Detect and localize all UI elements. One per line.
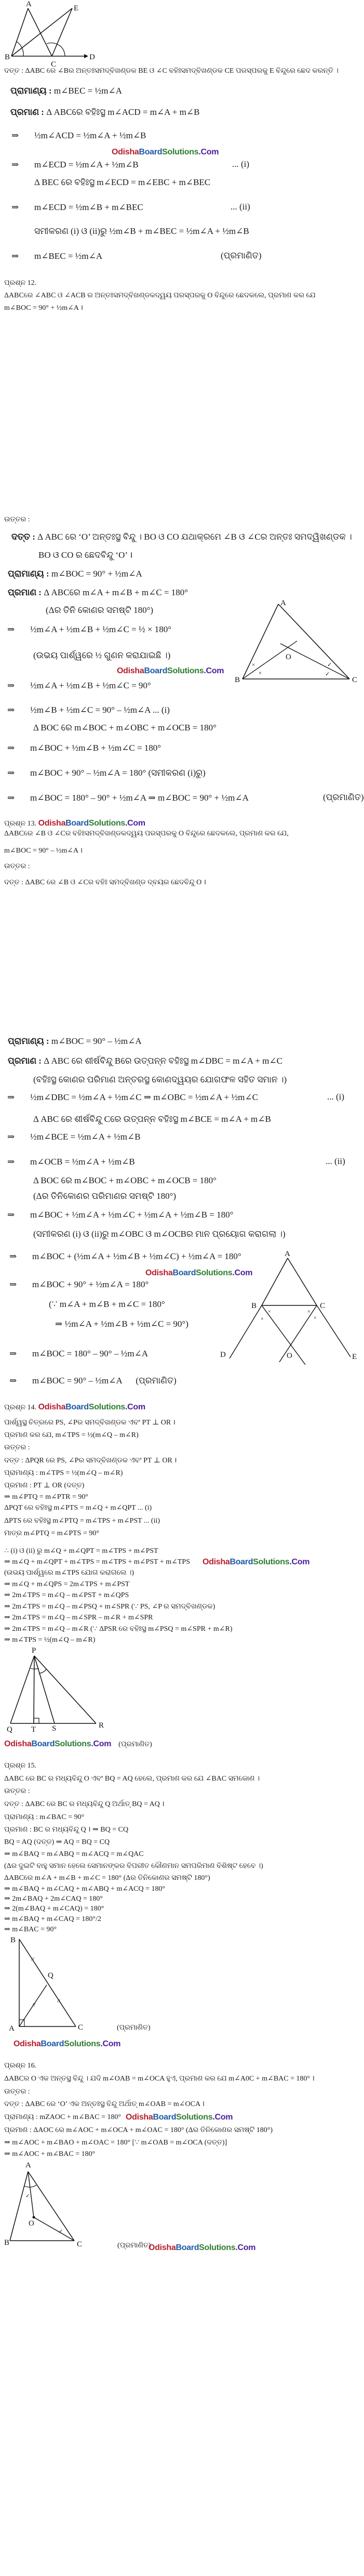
q11-to-prove: ପ୍ରାମାଣ୍ୟ : m∠BEC = ½m∠A: [10, 86, 122, 96]
q16-proved: (ପ୍ରମାଣିତ): [117, 2242, 151, 2250]
q14-number: ପ୍ରଶ୍ନ 14. OdishaBoardSolutions.Com: [4, 1403, 145, 1411]
svg-text:A: A: [280, 599, 286, 607]
q13-step-12: ⇒ ½m∠A + ½m∠B + ½m∠C = 90°): [55, 1319, 188, 1329]
q16-line: ଦତ୍ତ : ΔABC ରେ ‘O’ ଏକ ଅନ୍ତଃସ୍ଥ ବିନ୍ଦୁ ଅର୍ଥାତ୍ m∠OAB = m∠OCA ।: [4, 2100, 205, 2108]
q13-proof-head: ପ୍ରମାଣ : Δ ABC ରେ ଶୀର୍ଷବିନ୍ଦୁ Bରେ ଉତ୍ପନ୍ନ ବହିଃସ୍ଥ m∠DBC = m∠A + m∠C: [8, 1056, 282, 1066]
svg-text:C: C: [77, 2240, 83, 2248]
q14-line: ମାତ୍ର m∠PTQ = m∠PTS = 90°: [4, 1529, 99, 1537]
svg-text:×: ×: [252, 662, 255, 668]
svg-text:D: D: [89, 53, 95, 61]
q11-step-2: ⇒ m∠ECD = ½m∠A + ½m∠B: [11, 160, 139, 169]
q12-to-prove: ପ୍ରାମାଣ୍ୟ : m∠BOC = 90° + ½m∠A: [8, 569, 142, 579]
q12-step-2: (ଉଭୟ ପାର୍ଶ୍ୱରେ ½ ଗୁଣନ କରାଯାଇଛି ।): [33, 650, 171, 660]
svg-text:O: O: [286, 653, 291, 661]
q12-proof-head: ପ୍ରମାଣ : Δ ABCରେ m∠A + m∠B + m∠C = 180°: [8, 587, 188, 597]
svg-text:A: A: [26, 0, 32, 8]
svg-text:✓: ✓: [59, 2229, 63, 2234]
q14-line: ଉତ୍ତର :: [4, 1444, 30, 1452]
q15-line: ⇒ m∠BAQ + m∠CAQ + m∠ABQ + m∠ACQ = 180°: [4, 1885, 166, 1893]
svg-text:Q: Q: [48, 1971, 53, 1980]
svg-text:S: S: [52, 1724, 57, 1733]
svg-text:P: P: [32, 1646, 36, 1655]
q13-step-9: ⇒ m∠BOC + (½m∠A + ½m∠B + ½m∠C) + ½m∠A = 180°: [9, 1251, 241, 1261]
q15-line: ଉତ୍ତର :: [4, 1787, 30, 1795]
q14-line: (ଉଭୟ ପାର୍ଶ୍ୱରେ m∠TPS ଯୋଗ କରାଗଲେ ।): [4, 1569, 134, 1577]
q12-question: ΔABCରେ ∠ABC ଓ ∠ACB ର ଅନ୍ତଃସମଦ୍ବିଖଣ୍ଡକଦ୍ୱୟ ପରସ୍ପରକୁ O ବିନ୍ଦୁରେ ଛେଦକଲେ, ପ୍ରମାଣ କର ଯେ: [4, 292, 316, 299]
q12-given-2: BO ଓ CO ର ଛେଦବିନ୍ଦୁ ‘O’ ।: [38, 550, 133, 560]
q15-line: ΔABCରେ m∠A + m∠B + m∠C = 180° (Δର ତିନିକୋଣର ସମଷ୍ଟି 180°): [4, 1874, 210, 1882]
svg-text://: //: [57, 1998, 61, 2004]
svg-text:C: C: [51, 60, 57, 69]
q13-step-14: ⇒ m∠BOC = 90° – ½m∠A (ପ୍ରମାଣିତ): [9, 1376, 177, 1385]
q14-line: ଦତ୍ତ : ΔPQR ରେ PS, ∠Pର ସମଦ୍ବିଖଣ୍ଡକ ଏବଂ PT ⊥ OR ।: [4, 1457, 177, 1464]
q13-step-10: ⇒ m∠BOC + 90° + ½m∠A = 180°: [9, 1279, 149, 1289]
eq-ref-ii: ... (ii): [326, 1156, 345, 1166]
q15-proved: (ପ୍ରମାଣିତ): [117, 2024, 151, 2032]
svg-text:E: E: [352, 1353, 357, 1361]
svg-text:A: A: [9, 2024, 15, 2033]
watermark: OdishaBoardSolutions.Com: [117, 666, 224, 675]
svg-text:C: C: [78, 2023, 84, 2032]
q12-step-7: ⇒ m∠BOC + 90° – ½m∠A = 180° (ସମୀକରଣ (i)ରୁ): [7, 768, 206, 778]
svg-text:B: B: [235, 676, 240, 684]
proved-label: (ପ୍ରମାଣିତ): [323, 792, 364, 802]
q15-line: ⇒ m∠BAQ + m∠CAQ = 180°/2: [4, 1915, 101, 1923]
q14-line: ΔPQT ରେ ବହିଃସ୍ଥ m∠PTS = m∠Q + m∠QPT ... (i): [4, 1504, 152, 1512]
q13-step-8: (ସମୀକରଣ (i) ଓ (ii)ରୁ m∠OBC ଓ m∠OCBର ମାନ ପ୍ରୟୋଗ କରାଗଲା ।): [33, 1229, 286, 1239]
q12-note-1: (Δର ତିନି କୋଣର ସମଷ୍ଟି 180°): [46, 605, 154, 615]
svg-text:×: ×: [307, 1309, 311, 1315]
q14-line: ∴ (i) ଓ (ii) ରୁ m∠Q + m∠QPT = m∠TPS + m∠PST: [4, 1547, 158, 1555]
q14-line: ⇒ m∠PTQ = m∠PTR = 90°: [4, 1493, 88, 1501]
q14-line: ⇒ m∠Q + m∠QPS = 2m∠TPS + m∠PST: [4, 1580, 130, 1588]
svg-text:B: B: [5, 53, 10, 61]
q13-step-5: Δ BOC ରେ m∠BOC + m∠OBC + m∠OCB = 180°: [33, 1175, 217, 1185]
q13-question: ΔABCରେ ∠B ଓ ∠Cର ବହିଃସମଦ୍ବିଖଣ୍ଡକଦ୍ୱୟ ପରସ୍ପରକୁ O ବିନ୍ଦୁରେ ଛେଦକଲେ, ପ୍ରମାଣ କର ଯେ,: [4, 830, 289, 838]
q13-question-2: m∠BOC = 90° – ½m∠A ।: [4, 847, 83, 855]
q15-line: ΔABC ରେ BC ର ମଧ୍ୟବିନ୍ଦୁ O ଏବଂ BQ = AQ ହେଲେ, ପ୍ରମାଣ କର ଯେ ∠BAC ସମକୋଣ ।: [4, 1775, 260, 1783]
q11-step-4: ⇒ m∠ECD = ½m∠B + m∠BEC: [11, 202, 143, 212]
q12-step-5: Δ BOC ରେ m∠BOC + m∠OBC + m∠OCB = 180°: [33, 723, 217, 733]
q14-line: ⇒ 2m∠TPS = m∠Q – m∠SPR – m∠R + m∠SPR: [4, 1614, 153, 1622]
q13-note-1: (ବହିଃସ୍ଥ କୋଣର ପରିମାଣ ଅନ୍ତରସ୍ଥ କୋଣଦ୍ୱୟର ଯୋଗଫଳ ସହିତ ସମାନ ।): [33, 1075, 287, 1084]
q16-line: ପ୍ରାମାଣ୍ୟ : mZAOC + m∠BAC = 180°: [4, 2113, 122, 2121]
q14-line: ପ୍ରାମାଣ୍ୟ : m∠TPS = ½(m∠Q – m∠R): [4, 1469, 123, 1477]
q15-line: ଦତ୍ତ : ΔABC ରେ BC ର ମଧ୍ୟବିନ୍ଦୁ Q ଅର୍ଥାତ୍ BQ = AQ ।: [4, 1800, 165, 1808]
q12-diagram: [228, 593, 363, 686]
q13-diagram: [218, 1248, 363, 1367]
q11-step-1: ⇒ ½m∠ACD = ½m∠A + ½m∠B: [11, 130, 146, 140]
q12-question-2: m∠BOC = 90° + ½m∠A ।: [4, 304, 84, 312]
q16-line: ପ୍ରମାଣ : ΔAOC ରେ m∠AOC + m∠OCA + m∠OAC = 180° (Δର ତିନିକୋଣର ସମଷ୍ଟି 180°): [4, 2126, 273, 2134]
watermark: OdishaBoardSolutions.Com: [145, 1269, 253, 1277]
svg-text:B: B: [10, 1936, 16, 1944]
q14-line: ପ୍ରମାଣ : PT ⊥ OR (ଦତ୍ତ): [4, 1482, 85, 1489]
svg-text:Q: Q: [7, 1725, 12, 1734]
q13-step-2: Δ ABC ରେ ଶୀର୍ଷବିନ୍ଦୁ Cରେ ଉତ୍ପନ୍ନ ବହିଃସ୍ଥ m∠BCE = m∠A + m∠B: [33, 1114, 271, 1124]
q15-line: ⇒ 2m∠BAQ + 2m∠CAQ = 180°: [4, 1895, 103, 1903]
q13-step-13: ⇒ m∠BOC = 180° – 90° – ½m∠A: [9, 1349, 149, 1358]
q15-line: (Δର ଦୁଇଟି ବାହୁ ସମାନ ହେଲେ ସେମାନଙ୍କର ବିପରୀତ କୌଣମାନ ସମପରିମାଣ ବିଶିଷ୍ଟ ହେବେ ।): [4, 1862, 263, 1870]
q15-line: BQ = AQ (ଦତ୍ତ) ⇒ AQ = BQ = CQ: [4, 1838, 110, 1846]
q11-given: ଦତ୍ତ : ΔABC ରେ ∠Bର ଅନ୍ତଃସମଦ୍ବିଖଣ୍ଡକ BE ଓ ∠C ବହିଃସମଦ୍ବିଖଣ୍ଡକ CE ପରସ୍ପରକୁ E ବିନ୍ଦୁରେ ଛେଦ କରନ୍ତି ।: [4, 67, 339, 75]
svg-text:C: C: [320, 1302, 326, 1310]
q14-line: ⇒ 2m∠TPS = m∠Q – m∠R (∵ ΔPSR ରେ ବହିଃସ୍ଥ m∠PSQ = m∠SPR + m∠R): [4, 1625, 233, 1633]
q15-line: ⇒ m∠BAC = 90°: [4, 1926, 57, 1933]
q16-line: ⇒ m∠AOC + m∠BAO + m∠OAC = 180° [∵ m∠OAB = m∠OCA (ଦତ୍ତ)]: [4, 2139, 227, 2147]
q15-number: ପ୍ରଶ୍ନ 15.: [4, 1762, 37, 1770]
q11-step-3: Δ BEC ରେ ବହିଃସ୍ଥ m∠ECD = m∠EBC + m∠BEC: [34, 177, 211, 187]
svg-text:R: R: [99, 1721, 104, 1730]
q15-line: ପ୍ରମାଣ : BC ର ମଧ୍ୟବିନ୍ଦୁ Q । ⇒ BQ = CQ: [4, 1826, 129, 1834]
eq-ref-ii: ... (ii): [231, 202, 250, 212]
svg-text://: //: [31, 1956, 35, 1963]
q12-answer: ଉତ୍ତର :: [4, 516, 30, 524]
q16-line: ଉତ୍ତର :: [4, 2088, 30, 2096]
svg-text://: //: [32, 2002, 36, 2008]
q14-line: ⇒ 2m∠TPS = m∠Q – m∠PSQ + m∠SPR (∵ PS, ∠P ର ସମଦ୍ବିଖଣ୍ଡକ): [4, 1603, 215, 1611]
svg-text:✓: ✓: [325, 671, 330, 677]
svg-text:C: C: [352, 676, 358, 684]
svg-text:×: ×: [261, 1316, 264, 1322]
q12-step-4: ⇒ ½m∠B + ½m∠C = 90° – ½m∠A ... (i): [7, 705, 170, 715]
q12-step-1: ⇒ ½m∠A + ½m∠B + ½m∠C = ½ × 180°: [7, 624, 172, 634]
watermark: OdishaBoardSolutions.Com: [112, 148, 219, 156]
svg-text:B: B: [4, 2239, 10, 2247]
q14-line: ପ୍ରମାଣ କର ଯେ, m∠TPS = ½(m∠Q – m∠R): [4, 1431, 139, 1439]
svg-text:O: O: [287, 1352, 292, 1360]
q15-line: ⇒ m∠BAQ = m∠ABQ = m∠ACQ = m∠QAC: [4, 1850, 144, 1858]
q13-step-1: ⇒ ½m∠DBC = ½m∠A + ½m∠C ⇒ m∠OBC = ½m∠A + ½m∠C: [7, 1092, 258, 1102]
watermark: OdishaBoardSolutions.Com: [14, 2039, 121, 2048]
q13-given: ଦତ୍ତ : ΔABC ରେ ∠B ଓ ∠Cର ବହିଃ ସମଦ୍ବିଖଣ୍ଡ ଦ୍ବୟର ଛେଦବିନ୍ଦୁ O ।: [4, 879, 207, 886]
q14-line: ⇒ m∠TPS = ½(m∠Q – m∠R): [4, 1636, 96, 1644]
svg-text:D: D: [220, 1351, 226, 1359]
svg-text:O: O: [29, 2219, 34, 2228]
q11-step-5: ସମୀକରଣ (i) ଓ (ii)ରୁ ½m∠B + m∠BEC = ½m∠A + ½m∠B: [34, 226, 249, 236]
svg-text:×: ×: [268, 1309, 271, 1315]
q12-step-8: ⇒ m∠BOC = 180° – 90° + ½m∠A ⇒ m∠BOC = 90° + ½m∠A: [7, 793, 249, 803]
svg-text:✓: ✓: [327, 662, 332, 668]
q16-line: ⇒ m∠AOC + m∠BAC = 180°: [4, 2150, 96, 2158]
svg-text:×: ×: [259, 670, 262, 676]
q15-line: ⇒ 2(m∠BAQ + m∠CAQ) = 180°: [4, 1905, 104, 1913]
q14-line: ⇒ 2m∠TPS = m∠Q – m∠PST + m∠QPS: [4, 1591, 129, 1599]
svg-text:A: A: [25, 2161, 31, 2169]
q13-number: ପ୍ରଶ୍ନ 13. OdishaBoardSolutions.Com: [4, 819, 145, 828]
q16-number: ପ୍ରଶ୍ନ 16.: [4, 2062, 37, 2070]
watermark: OdishaBoardSolutions.Com: [149, 2243, 256, 2252]
proved-label: (ପ୍ରମାଣିତ): [221, 251, 262, 260]
watermark: OdishaBoardSolutions.Com: [203, 1558, 310, 1566]
q13-step-11: (∵ m∠A + m∠B + m∠C = 180°: [49, 1299, 165, 1309]
q13-step-3: ⇒ ½m∠BCE = ½m∠A + ½m∠B: [7, 1132, 141, 1142]
q16-line: ΔABCର O ଏକ ଅନ୍ତସ୍ଥ ବିନ୍ଦୁ । ଯଦି m∠OAB = m∠OCA ହୁଏ, ପ୍ରମାଣ କର ଯେ m∠A0C + m∠BAC = 180° ।: [4, 2075, 315, 2083]
svg-text:T: T: [31, 1725, 36, 1734]
q14-line: ପାର୍ଶ୍ୱସ୍ଥ ଚିତ୍ରରେ PS, ∠Pର ସମଦ୍ବିଖଣ୍ଡକ ଏବଂ PT ⊥ OR ।: [4, 1419, 176, 1427]
svg-text:×: ×: [314, 1315, 317, 1321]
q12-given-1: ଦତ୍ତ : Δ ABC ରେ ‘O’ ଅନ୍ତଃସ୍ଥ ବିନ୍ଦୁ । BO ଓ CO ଯଥାକ୍ରମେ ∠B ଓ ∠Cର ଅନ୍ତଃ ସମଦ୍ୱିଖଣ୍ଡକ ।: [11, 532, 352, 542]
q15-line: ପ୍ରାମାଣ୍ୟ : m∠BAC = 90°: [4, 1813, 85, 1821]
svg-text:B: B: [251, 1302, 257, 1310]
q14-proved-row: OdishaBoardSolutions.Com (ପ୍ରମାଣିତ): [4, 1740, 152, 1748]
q12-step-3: ⇒ ½m∠A + ½m∠B + ½m∠C = 90°: [7, 681, 151, 690]
eq-ref-i: ... (i): [232, 159, 250, 169]
q14-line: ⇒ m∠Q + m∠QPT + m∠TPS = m∠TPS + m∠PST + m∠TPS: [4, 1558, 190, 1566]
eq-ref-i: ... (i): [327, 1092, 345, 1102]
svg-text:A: A: [285, 1250, 290, 1258]
q13-to-prove: ପ୍ରାମାଣ୍ୟ : m∠BOC = 90° – ½m∠A: [8, 1036, 142, 1046]
svg-text:E: E: [74, 4, 79, 12]
q12-step-6: ⇒ m∠BOC + ½m∠B + ½m∠C = 180°: [7, 743, 161, 753]
q13-step-4: ⇒ m∠OCB = ½m∠A + ½m∠B: [7, 1157, 135, 1167]
q11-proof-head: ପ୍ରମାଣ : Δ ABCରେ ବହିଃସ୍ଥ m∠ACD = m∠A + m∠B: [10, 107, 200, 117]
watermark: OdishaBoardSolutions.Com: [126, 2113, 233, 2122]
q13-step-6: (Δର ତିନିକୋଣର ପରିମାଣର ସମଷ୍ଟି 180°): [33, 1191, 177, 1201]
q14-diagram: [3, 1645, 106, 1734]
svg-text:✓: ✓: [25, 2193, 30, 2199]
q16-diagram: [3, 2160, 117, 2246]
q12-number: ପ୍ରଶ୍ନ 12.: [4, 279, 37, 287]
q14-line: ΔPTS ରେ ବହିଃସ୍ଥ m∠PTQ = m∠TPS + m∠PST ... (ii): [4, 1517, 160, 1525]
q11-step-6: ⇒ m∠BEC = ½m∠A: [11, 251, 103, 261]
q13-step-7: ⇒ m∠BOC + ½m∠A + ½m∠C + ½m∠A + ½m∠B = 180°: [7, 1210, 234, 1220]
q13-answer: ଉତ୍ତର :: [4, 862, 30, 870]
